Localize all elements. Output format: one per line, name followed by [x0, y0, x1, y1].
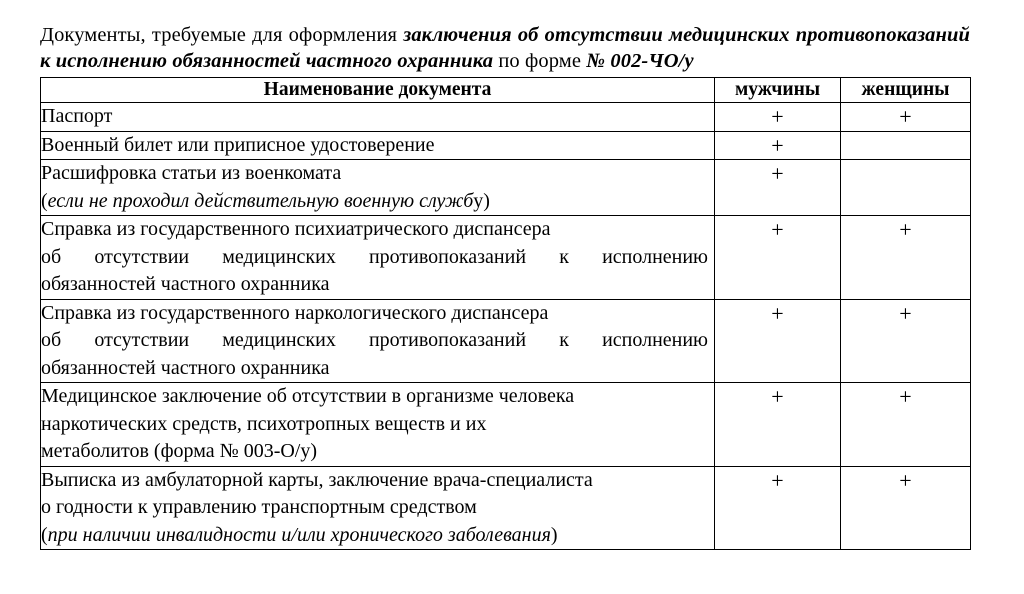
document-name-line: Военный билет или приписное удостоверение — [41, 133, 435, 156]
document-name-cell — [41, 103, 715, 132]
document-name-line: Справка из государственного психиатрического диспансера — [41, 218, 551, 240]
document-name-line: Расшифровка статьи из военкомата — [41, 162, 342, 184]
men-required-mark: + — [715, 103, 841, 132]
note-open: ( — [41, 189, 48, 212]
document-name-line: Паспорт — [41, 105, 113, 127]
note-open: ( — [41, 523, 48, 546]
table-row — [41, 160, 971, 216]
table-row — [41, 216, 971, 300]
document-name-cell — [41, 216, 715, 300]
document-name-cell — [41, 160, 715, 216]
document-name-line: метаболитов (форма № 003-О/у) — [41, 440, 318, 462]
document-name-line: Медицинское заключение об отсутствии в организме человека — [41, 385, 575, 407]
document-name-cell — [41, 466, 715, 550]
column-header-name: Наименование документа — [41, 78, 715, 103]
women-required-mark — [841, 131, 971, 160]
table-header-row — [41, 78, 971, 103]
document-name-line: обязанностей частного охранника — [41, 356, 330, 379]
document — [40, 22, 970, 550]
document-name-line: об отсутствии медицинских противопоказаний к исполнению — [41, 245, 708, 268]
documents-table — [40, 77, 971, 550]
note-italic: если не проходил действительную военную служб — [47, 189, 474, 212]
women-required-mark: + — [841, 103, 971, 132]
men-required-mark: + — [715, 466, 841, 550]
men-required-mark: + — [715, 383, 841, 467]
document-name-line: о годности к управлению транспортным средством — [41, 496, 477, 518]
table-row — [41, 131, 971, 160]
women-required-mark: + — [841, 466, 971, 550]
table-row — [41, 299, 971, 383]
women-required-mark: + — [841, 299, 971, 383]
heading-form-number: № 002-ЧО/у — [586, 50, 694, 72]
men-required-mark: + — [715, 216, 841, 300]
women-required-mark: + — [841, 216, 971, 300]
table-row — [41, 383, 971, 467]
heading-emphasis-title: заключения об отсутствии медицинских противопоказаний к исполнению обязанностей частного охранника — [40, 24, 971, 72]
men-required-mark: + — [715, 299, 841, 383]
women-required-mark: + — [841, 383, 971, 467]
men-required-mark: + — [715, 131, 841, 160]
women-required-mark — [841, 160, 971, 216]
note-tail: ) — [550, 523, 558, 546]
heading-middle: по форме — [493, 50, 587, 72]
document-name-line: Справка из государственного наркологического диспансера — [41, 301, 549, 324]
document-name-line: обязанностей частного охранника — [41, 273, 330, 295]
document-name-cell — [41, 383, 715, 467]
note-tail: у) — [473, 189, 490, 212]
heading-prefix: Документы, требуемые для оформления — [40, 24, 404, 46]
document-name-line — [41, 522, 708, 550]
table-row — [41, 103, 971, 132]
column-header-men: мужчины — [715, 78, 841, 103]
table-body — [41, 103, 971, 550]
document-name-cell — [41, 131, 715, 160]
men-required-mark: + — [715, 160, 841, 216]
document-heading — [40, 22, 970, 74]
document-name-line: Выписка из амбулаторной карты, заключение врача-специалиста — [41, 468, 593, 491]
document-name-line — [41, 188, 708, 216]
note-italic: при наличии инвалидности и/или хронического заболевания — [47, 523, 551, 546]
table-row — [41, 466, 971, 550]
document-name-cell — [41, 299, 715, 383]
document-name-line: об отсутствии медицинских противопоказаний к исполнению — [41, 329, 708, 351]
column-header-women: женщины — [841, 78, 971, 103]
document-name-line: наркотических средств, психотропных веществ и их — [41, 412, 487, 435]
